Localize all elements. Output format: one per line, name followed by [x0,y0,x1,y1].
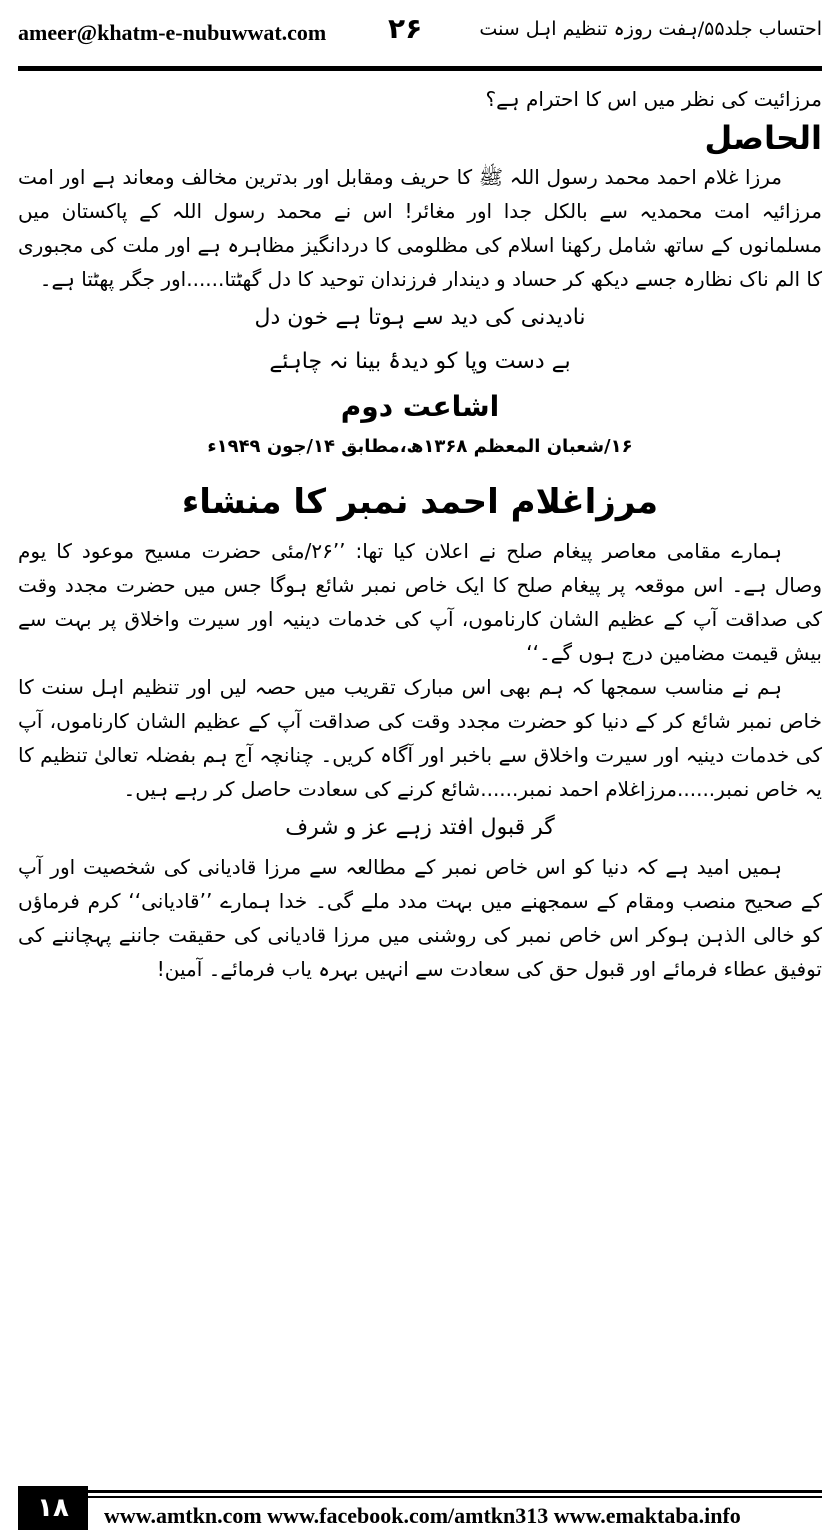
paragraph-alhasil: مرزا غلام احمد محمد رسول اللہ ﷺ کا حریف ومقابل اور بدترین مخالف ومعاند ہے اور امت مرزائیہ امت محمدیہ سے بالکل جدا اور مغائر! اس نے محمد رسول اللہ کے پاکستان میں مسلمانوں کے ساتھ شامل رکھنا اسلام کی مظلومی کا دردانگیز مظاہرہ ہے اور ملت کی مجبوری کا الم ناک نظارہ جسے دیکھ کر حساد و دیندار فرزندان توحید کا دل گھٹتا......اور جگر پھٹتا ہے۔ [18,165,822,291]
header-rule [18,66,822,71]
header-email[interactable]: ameer@khatm-e-nubuwwat.com [18,20,327,45]
verse-line-2: بے دست وپا کو دیدۂ بینا نہ چاہئے [269,349,571,374]
section-heading-alhasil: الحاصل [704,119,822,157]
paragraph-2: ہم نے مناسب سمجھا کہ ہم بھی اس مبارک تقریب میں حصہ لیں اور تنظیم اہل سنت کا خاص نمبر شائع کر کے دنیا کو حضرت مجدد وقت کی صداقت آپ کے عظیم الشان کارناموں، آپ کی خدمات دینیہ اور سیرت واخلاق سے باخبر اور آگاہ کریں۔ چنانچہ آج ہم بفضلہ تعالیٰ تنظیم کا یہ خاص نمبر......مرزاغلام احمد نمبر......شائع کرنے کی سعادت حاصل کر رہے ہیں۔ [18,675,822,801]
page-footer [18,1486,822,1530]
header-publication-title: احتساب جلد۵۵/ہفت روزہ تنظیم اہل سنت [479,18,822,40]
footer-rule-thin [18,1496,822,1498]
paragraph-3: ہمیں امید ہے کہ دنیا کو اس خاص نمبر کے مطالعہ سے مرزا قادیانی کی شخصیت اور آپ کے صحیح منصب ومقام کے سمجھنے میں بہت مدد ملے گی۔ خدا ہمارے ’’قادیانی‘‘ کرم فرماؤں کو خالی الذہن ہوکر اس خاص نمبر کی روشنی میں مرزا قادیانی کی حقیقت جاننے پہچاننے کی توفیق عطاء فرمائے اور قبول حق کی سعادت سے انہیں بہرہ یاب فرمائے۔ آمین! [18,855,822,981]
footer-page-number: ۱۸ [18,1486,88,1530]
footer-links[interactable]: www.amtkn.com www.facebook.com/amtkn313 www.emaktaba.info [104,1503,741,1528]
edition-heading: اشاعت دوم [340,390,500,423]
page-header [18,8,822,60]
verse-line-1: نادیدنی کی دید سے ہوتا ہے خون دل [254,305,586,330]
section-title: مرزاغلام احمد نمبر کا منشاء [181,482,659,522]
verse-line-3: گر قبول افتد زہے عز و شرف [285,815,555,840]
footer-rule-thick [18,1490,822,1493]
article-body [18,82,822,986]
edition-date: ۱۶/شعبان المعظم ۱۳۶۸ھ،مطابق ۱۴/جون ۱۹۴۹ء [207,436,633,457]
header-page-number: ۲۶ [388,12,423,45]
question-line: مرزائیت کی نظر میں اس کا احترام ہے؟ [485,87,822,111]
paragraph-1: ہمارے مقامی معاصر پیغام صلح نے اعلان کیا تھا: ’’۲۶/مئی حضرت مسیح موعود کا یوم وصال ہے۔ اس موقعہ پر پیغام صلح کا ایک خاص نمبر شائع ہوگا جس میں حضرت مجدد وقت کی صداقت آپ کے عظیم الشان کارناموں، آپ کی خدمات دینیہ اور سیرت واخلاق پر بہت سے بیش قیمت مضامین درج ہوں گے۔‘‘ [18,539,822,665]
